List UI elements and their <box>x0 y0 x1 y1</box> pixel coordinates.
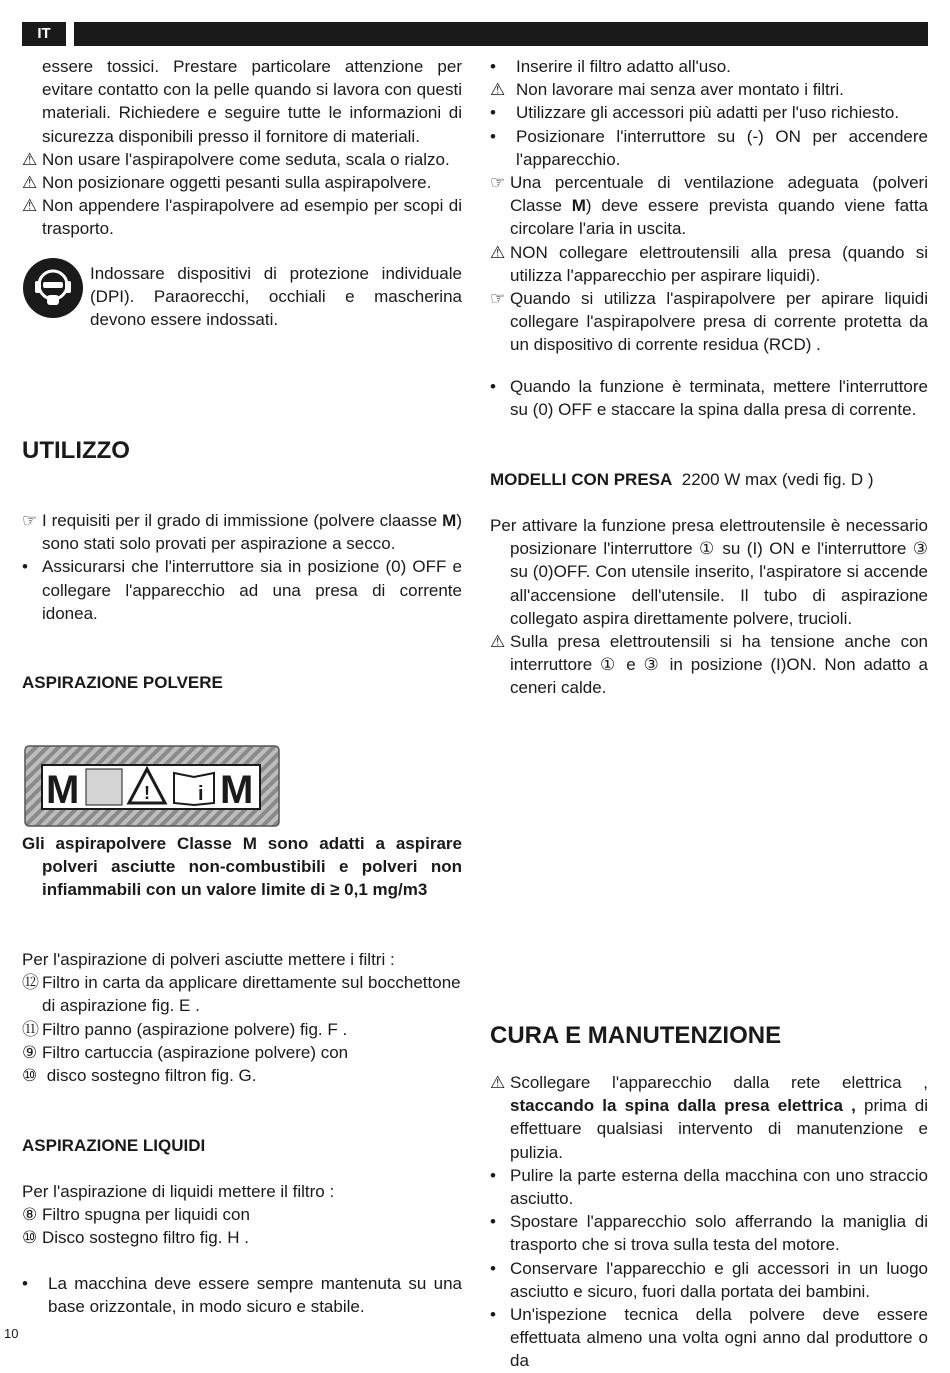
polvere-intro: Per l'aspirazione di polveri asciutte mettere i filtri : <box>22 950 395 969</box>
svg-text:i: i <box>198 783 204 805</box>
subsection-title-liquidi: ASPIRAZIONE LIQUIDI <box>22 1136 206 1155</box>
liquidi-intro: Per l'aspirazione di liquidi mettere il filtro : <box>22 1182 335 1201</box>
filter-item: ⑨ Filtro cartuccia (aspirazione polvere) con <box>22 1042 349 1062</box>
section-title-cura: CURA E MANUTENZIONE <box>490 1022 782 1049</box>
warning-icon: ⚠ <box>22 173 38 193</box>
liquidi-block <box>22 1180 462 1250</box>
filter-item: ⑩ disco sostegno filtron fig. G. <box>22 1066 257 1086</box>
class-m-block <box>22 832 462 902</box>
presa-block <box>490 514 928 700</box>
cura-block <box>490 1071 928 1373</box>
class-m-statement: Gli aspirapolvere Classe M sono adatti a aspirare polveri asciutte non-combustibili e polveri non infiammabili con un valore limite di ≥ 0,1 mg/m3 <box>22 834 462 900</box>
warning-icon: ⚠ <box>22 196 38 216</box>
pointing-hand-icon: ☞ <box>22 511 38 530</box>
modelli-heading <box>490 468 928 491</box>
page-number: 10 <box>4 1326 19 1341</box>
warning-item: ⚠ NON collegare elettroutensili alla presa (quando si utilizza l'apparecchio per aspirare liquidi). <box>490 242 928 285</box>
svg-text:!: ! <box>144 783 150 803</box>
bullet-item: • Pulire la parte esterna della macchina con uno straccio asciutto. <box>490 1165 928 1209</box>
warning-icon: ⚠ <box>490 1073 506 1092</box>
bullet-icon: • <box>22 1274 28 1293</box>
bullet-icon: • <box>490 377 496 396</box>
label-letter-right: M <box>220 768 254 812</box>
list-item: • Inserire il filtro adatto all'uso. <box>490 57 731 76</box>
label-letter-left: M <box>46 768 80 812</box>
utilizzo-block <box>22 509 462 625</box>
left-intro-block <box>22 55 462 241</box>
ppe-paragraph: Indossare dispositivi di protezione individuale (DPI). Paraorecchi, occhiali e mascherina devono essere indossati. <box>90 264 462 330</box>
modelli-spec: 2200 W max (vedi fig. D ) <box>681 470 874 489</box>
bullet-item: • La macchina deve essere sempre mantenuta su una base orizzontale, in modo sicuro e stabile. <box>22 1274 462 1317</box>
right-top-block <box>490 55 928 357</box>
filter-item: ⑧ Filtro spugna per liquidi con <box>22 1205 250 1225</box>
warning-item: ⚠ Scollegare l'apparecchio dalla rete elettrica , staccando la spina dalla presa elettrica , prima di effettuare qualsiasi intervento di manutenzione e pulizia. <box>490 1073 928 1162</box>
warning-icon: ⚠ <box>490 632 506 652</box>
bullet-item: • Un'ispezione tecnica della polvere deve essere effettuata almeno una volta ogni anno dal produttore o da <box>490 1305 928 1371</box>
modelli-title: MODELLI CON PRESA <box>490 470 673 489</box>
bullet-icon: • <box>490 1165 496 1185</box>
section-title-utilizzo: UTILIZZO <box>22 437 130 464</box>
bullet-item: • Spostare l'apparecchio solo afferrando la maniglia di trasporto che si trova sulla testa del motore. <box>490 1212 928 1255</box>
pointing-hand-icon: ☞ <box>490 289 506 309</box>
warning-item: ⚠ Non usare l'aspirapolvere come seduta, scala o rialzo. <box>22 148 462 171</box>
warning-item: ⚠ Sulla presa elettroutensili si ha tensione anche con interruttore ① e ③ in posizione (I)ON. Non adatto a ceneri calde. <box>490 632 928 698</box>
warning-icon: ⚠ <box>490 242 506 262</box>
list-item: ⚠ Non lavorare mai senza aver montato i filtri. <box>490 78 928 101</box>
warning-item: ⚠ Non appendere l'aspirapolvere ad esempio per scopi di trasporto. <box>22 196 462 239</box>
bullet-icon: • <box>490 1258 496 1278</box>
header-bar <box>22 22 928 46</box>
attivare-paragraph: Per attivare la funzione presa elettroutensile è necessario posizionare l'interruttore ① su (I) ON e l'interruttore ③ su (0)OFF. Con utensile inserito, l'aspiratore si accende all'accensione dell'utensile. Il tubo di aspirazione collegato aspira direttamente polvere, trucioli. <box>490 516 928 628</box>
bullet-icon: • <box>490 1212 496 1232</box>
bullet-item: • Assicurarsi che l'interruttore sia in posizione (0) OFF e collegare l'apparecchio ad una presa di corrente idonea. <box>22 557 462 623</box>
polvere-filters-block <box>22 948 462 1087</box>
subsection-title-polvere: ASPIRAZIONE POLVERE <box>22 673 223 692</box>
filter-item: ⑪ Filtro panno (aspirazione polvere) fig. F . <box>22 1019 348 1039</box>
liquidi-bullet-block <box>22 1272 462 1318</box>
bullet-icon: • <box>490 1305 496 1325</box>
warning-item: ⚠ Non posizionare oggetti pesanti sulla aspirapolvere. <box>22 171 462 194</box>
note-item: ☞ Una percentuale di ventilazione adeguata (polveri Classe M) deve essere prevista quando viene fatta circolare l'aria in uscita. <box>490 173 928 239</box>
class-m-label <box>24 745 280 827</box>
filter-item: ⑫ Filtro in carta da applicare direttamente sul bocchettone di aspirazione fig. E . <box>22 973 461 1016</box>
fine-block <box>490 375 928 421</box>
list-item: • Posizionare l'interruttore su (-) ON per accendere l'apparecchio. <box>490 126 928 169</box>
warning-icon: ⚠ <box>22 149 38 169</box>
header-rule <box>74 22 928 46</box>
bullet-item: • Conservare l'apparecchio e gli accessori in un luogo asciutto e sicuro, fuori dalla portata dei bambini. <box>490 1258 928 1301</box>
pointing-hand-icon: ☞ <box>490 173 506 193</box>
bullet-icon: • <box>22 557 28 577</box>
filter-item: ⑩ Disco sostegno filtro fig. H . <box>22 1228 249 1248</box>
note-item: ☞ Quando si utilizza l'aspirapolvere per apirare liquidi collegare l'aspirapolvere presa di corrente protetta da un dispositivo di corrente residua (RCD) . <box>490 289 928 355</box>
warning-icon: ⚠ <box>490 80 506 100</box>
note-item: ☞ I requisiti per il grado di immissione (polvere claasse M) sono stati solo provati per aspirazione a secco. <box>22 511 462 554</box>
language-tag: IT <box>22 22 66 46</box>
intro-paragraph: essere tossici. Prestare particolare attenzione per evitare contatto con la pelle quando si lavora con questi materiali. Richiedere e seguire tutte le informazioni di sicurezza disponibili presso il fornitore di materiali. <box>42 57 462 146</box>
bullet-item: • Quando la funzione è terminata, mettere l'interruttore su (0) OFF e staccare la spina dalla presa di corrente. <box>490 377 928 420</box>
ppe-mandatory-icon <box>22 257 84 319</box>
list-item: • Utilizzare gli accessori più adatti per l'uso richiesto. <box>490 103 900 123</box>
